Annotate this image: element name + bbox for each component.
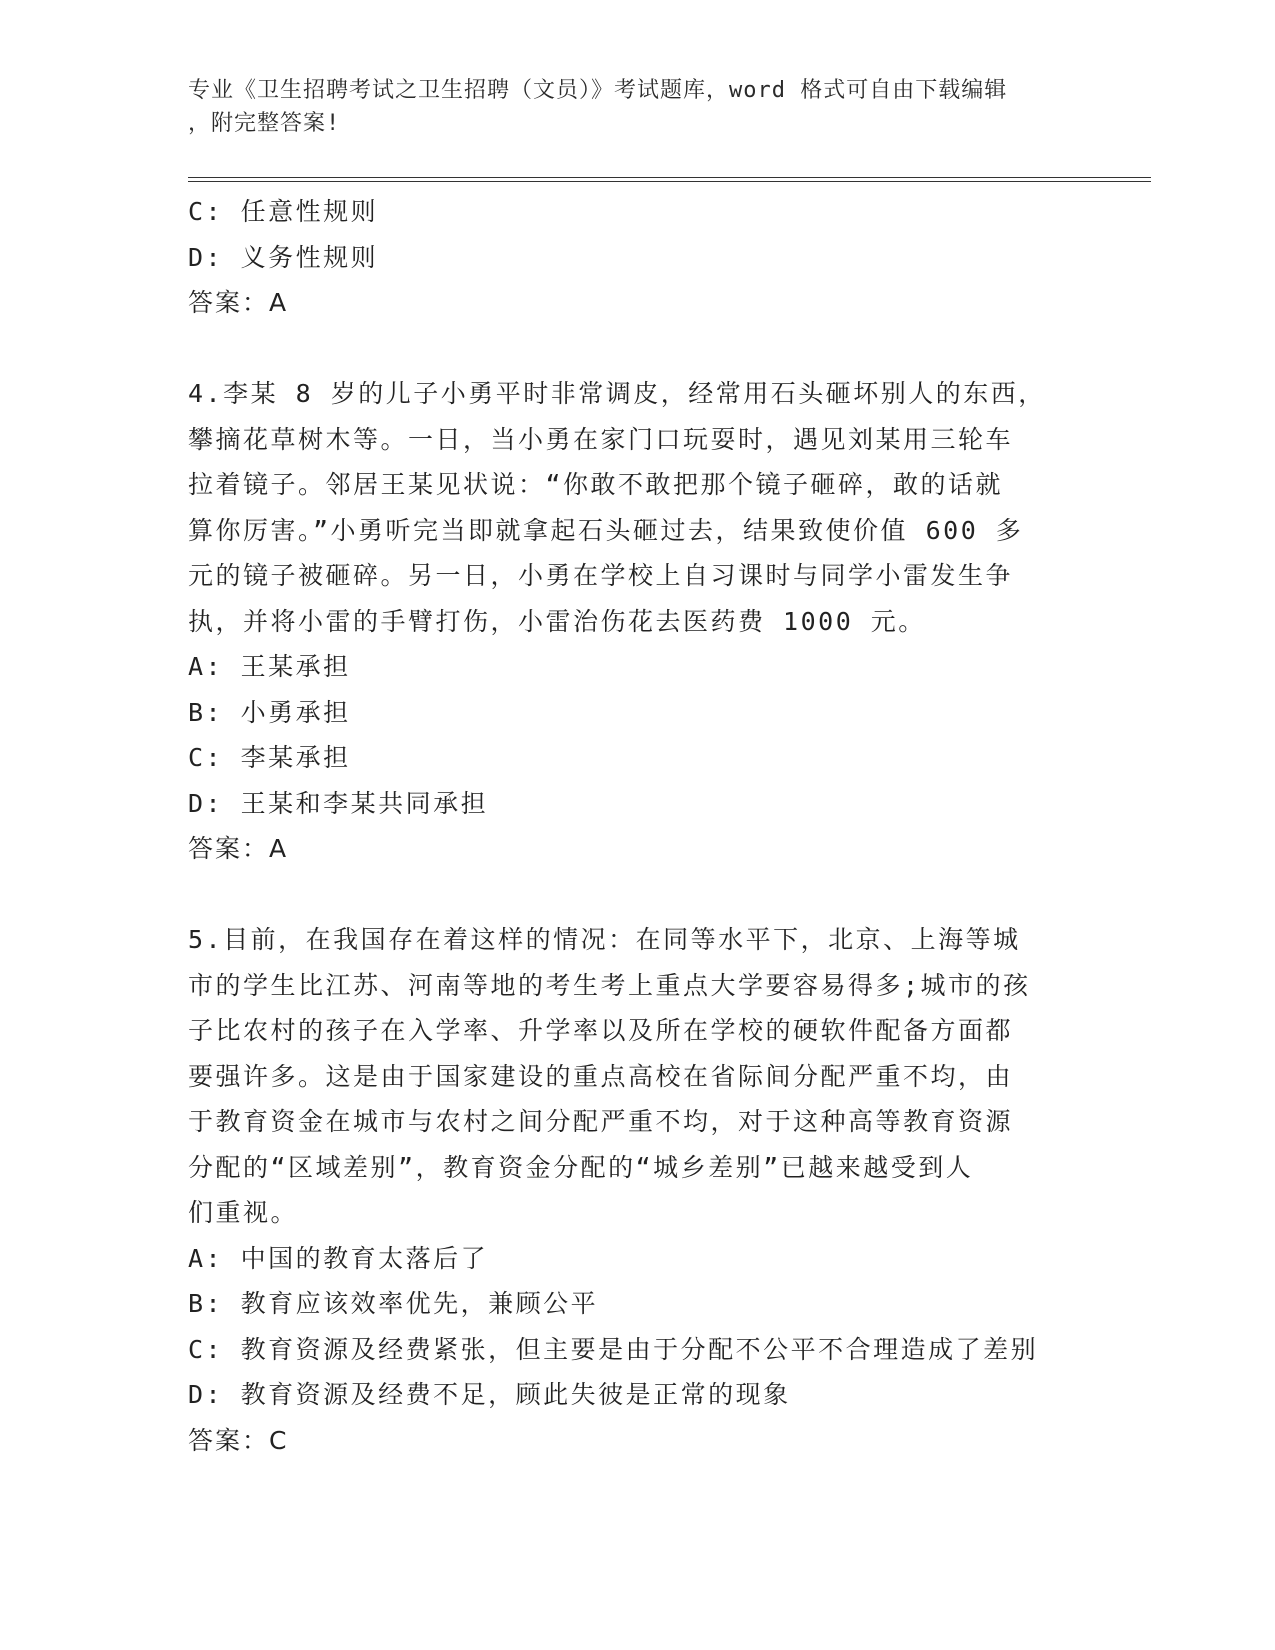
q5-stem-line: 要强许多。这是由于国家建设的重点高校在省际间分配严重不均，由 bbox=[188, 1061, 1014, 1091]
header-rule-top bbox=[188, 177, 1151, 178]
q4-stem-line: 4.李某 8 岁的儿子小勇平时非常调皮，经常用石头砸坏别人的东西， bbox=[188, 379, 1046, 408]
q4-option-c: C: 李某承担 bbox=[188, 743, 351, 772]
document-body bbox=[188, 189, 1068, 1463]
question-4 bbox=[188, 371, 1068, 872]
q3-answer: 答案：A bbox=[188, 288, 289, 317]
question-5 bbox=[188, 917, 1068, 1463]
q4-stem-line: 执，并将小雷的手臂打伤，小雷治伤花去医药费 1000 元。 bbox=[188, 606, 926, 636]
q4-stem-line: 拉着镜子。邻居王某见状说：“你敢不敢把那个镜子砸碎，敢的话就 bbox=[188, 470, 1004, 499]
q5-option-c: C: 教育资源及经费紧张，但主要是由于分配不公平不合理造成了差别 bbox=[188, 1334, 1039, 1364]
q3-option-d: D: 义务性规则 bbox=[188, 242, 379, 272]
header-line-1: 专业《卫生招聘考试之卫生招聘（文员）》考试题库，word 格式可自由下载编辑 bbox=[188, 78, 1008, 103]
header-line-2: ，附完整答案! bbox=[188, 111, 341, 136]
header-rule-bottom bbox=[188, 181, 1151, 182]
page-header bbox=[188, 74, 1068, 140]
q5-stem-line: 子比农村的孩子在入学率、升学率以及所在学校的硬软件配备方面都 bbox=[188, 1016, 1014, 1045]
q5-answer: 答案：C bbox=[188, 1425, 289, 1455]
q4-stem-line: 算你厉害。”小勇听完当即就拿起石头砸过去，结果致使价值 600 多 bbox=[188, 515, 1024, 545]
q5-option-d: D: 教育资源及经费不足，顾此失彼是正常的现象 bbox=[188, 1380, 791, 1409]
q5-stem-line: 们重视。 bbox=[188, 1198, 299, 1227]
question-3-tail bbox=[188, 189, 1068, 326]
q5-stem-line: 5.目前，在我国存在着这样的情况：在同等水平下，北京、上海等城 bbox=[188, 925, 1021, 954]
q4-option-a: A: 王某承担 bbox=[188, 652, 351, 681]
q5-stem-line: 于教育资金在城市与农村之间分配严重不均，对于这种高等教育资源 bbox=[188, 1107, 1014, 1136]
q4-stem-line: 攀摘花草树木等。一日，当小勇在家门口玩耍时，遇见刘某用三轮车 bbox=[188, 424, 1014, 454]
q4-option-d: D: 王某和李某共同承担 bbox=[188, 788, 489, 818]
q5-option-b: B: 教育应该效率优先，兼顾公平 bbox=[188, 1289, 599, 1318]
q4-option-b: B: 小勇承担 bbox=[188, 697, 351, 727]
q5-option-a: A: 中国的教育太落后了 bbox=[188, 1243, 489, 1273]
q5-stem-line: 市的学生比江苏、河南等地的考生考上重点大学要容易得多;城市的孩 bbox=[188, 970, 1031, 1000]
q3-option-c: C: 任意性规则 bbox=[188, 197, 379, 226]
q4-stem-line: 元的镜子被砸碎。另一日，小勇在学校上自习课时与同学小雷发生争 bbox=[188, 561, 1014, 590]
q4-answer: 答案：A bbox=[188, 834, 289, 863]
q5-stem-line: 分配的“区域差别”，教育资金分配的“城乡差别”已越来越受到人 bbox=[188, 1152, 974, 1182]
